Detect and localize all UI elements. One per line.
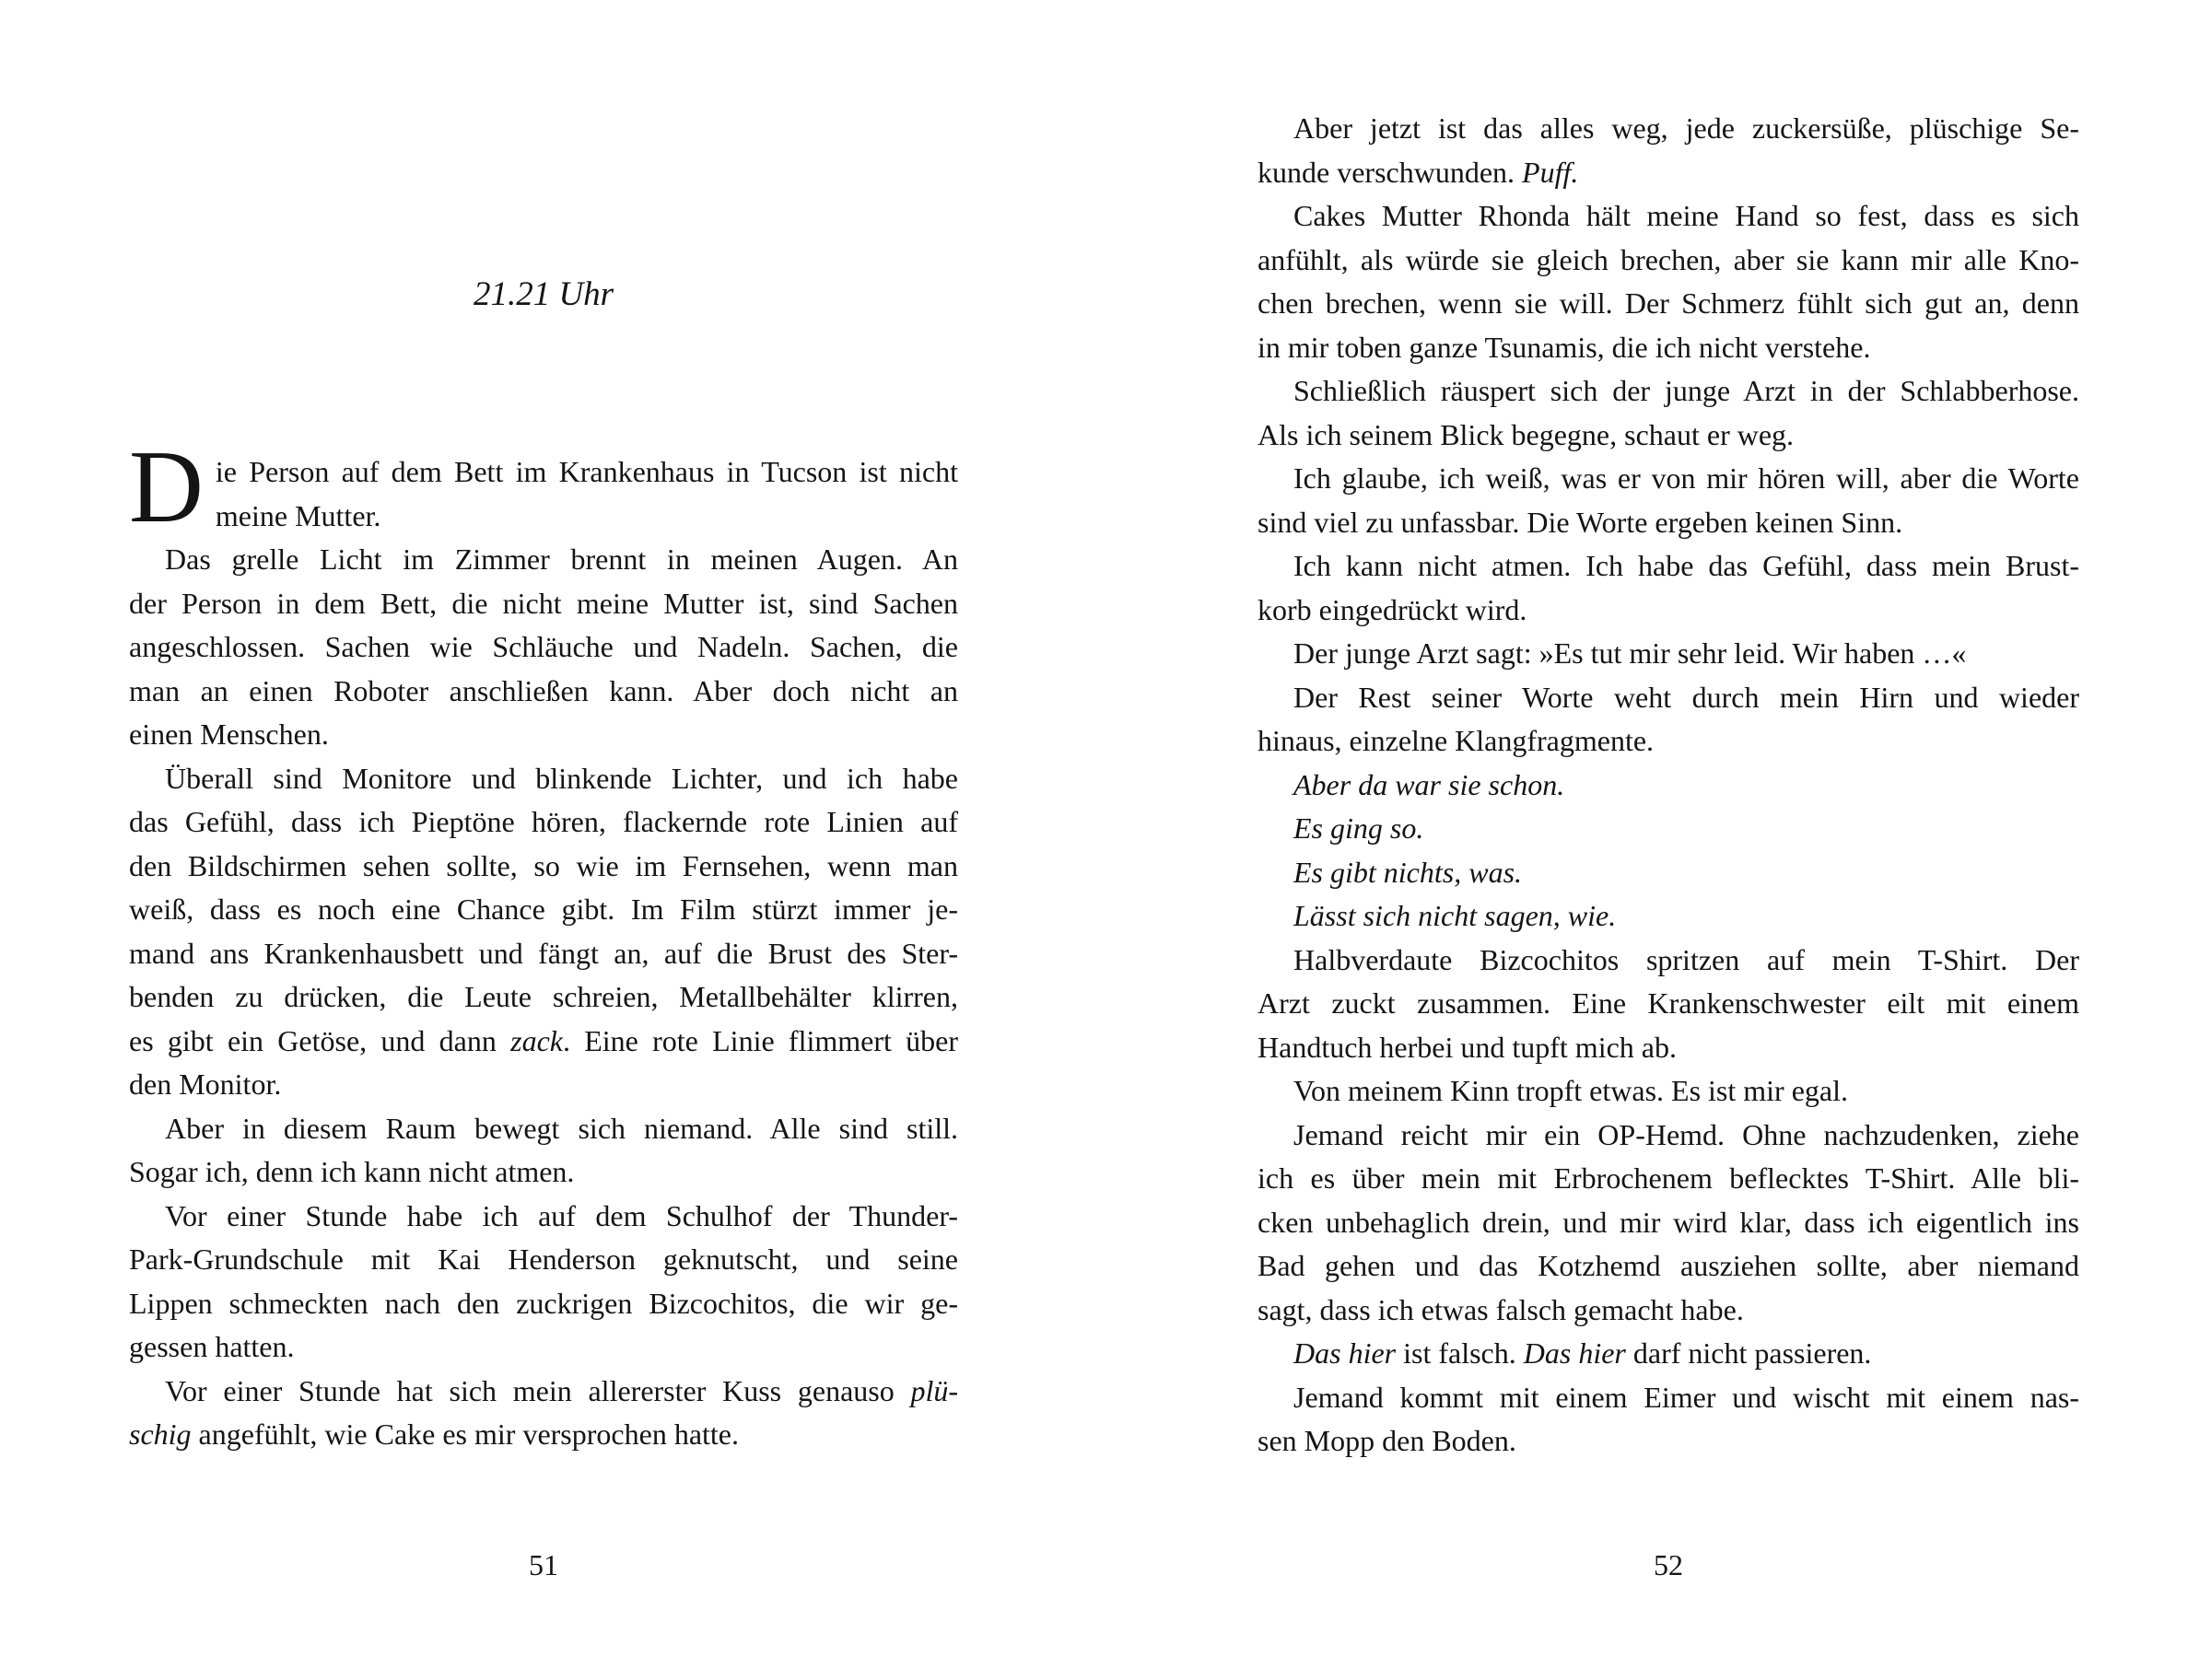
text-line: cken unbehaglich drein, und mir wird klar, dass ich eigentlich ins [1258,1205,2079,1239]
text-line: hinaus, einzelne Klangfragmente. [1258,724,1655,757]
text-line: schig angefühlt, wie Cake es mir versprochen hatte. [129,1418,739,1451]
text-line: einen Menschen. [129,718,329,751]
text-line: Jemand kommt mit einem Eimer und wischt mit einem nas- [1293,1380,2079,1414]
text-line: Es gibt nichts, was. [1293,855,1523,889]
text-line: in mir toben ganze Tsunamis, die ich nicht verstehe. [1258,330,1871,364]
text-line: Lässt sich nicht sagen, wie. [1293,899,1617,932]
drop-cap-letter: D [129,430,204,544]
text-line: Aber jetzt ist das alles weg, jede zuckersüße, plüschige Se- [1293,111,2079,145]
text-line: das Gefühl, dass ich Pieptöne hören, flackernde rote Linien auf [129,805,958,838]
text-line: Schließlich räuspert sich der junge Arzt in der Schlabberhose. [1293,374,2079,407]
text-line: korb eingedrückt wird. [1258,592,1527,626]
text-line: der Person in dem Bett, die nicht meine Mutter ist, sind Sachen [129,586,958,620]
text-line: Bad gehen und das Kotzhemd ausziehen sollte, aber niemand [1258,1249,2079,1282]
text-line: Arzt zuckt zusammen. Eine Krankenschwester eilt mit einem [1258,986,2079,1020]
page-left-text [129,430,958,1457]
text-line: meine Mutter. [215,498,381,532]
text-line: Cakes Mutter Rhonda hält meine Hand so fest, dass es sich [1293,199,2079,232]
text-line: sagt, dass ich etwas falsch gemacht habe. [1258,1292,1744,1326]
text-line: Ich glaube, ich weiß, was er von mir hören will, aber die Worte [1293,461,2079,495]
text-line: Das grelle Licht im Zimmer brennt in meinen Augen. An [165,542,958,576]
text-line: ie Person auf dem Bett im Krankenhaus in Tucson ist nicht [215,455,958,488]
text-line: Jemand reicht mir ein OP-Hemd. Ohne nachzudenken, ziehe [1293,1117,2079,1151]
text-line: angeschlossen. Sachen wie Schläuche und Nadeln. Sachen, die [129,630,958,663]
text-line: Park-Grundschule mit Kai Henderson geknutscht, und seine [129,1242,958,1276]
text-line: kunde verschwunden. Puff. [1258,155,1579,189]
text-line: benden zu drücken, die Leute schreien, Metallbehälter klirren, [129,980,958,1013]
text-line: gessen hatten. [129,1330,295,1363]
text-line: man an einen Roboter anschließen kann. Aber doch nicht an [129,673,958,707]
text-line: Lippen schmeckten nach den zuckrigen Bizcochitos, die wir ge- [129,1286,958,1320]
text-line: sen Mopp den Boden. [1258,1424,1516,1457]
chapter-time-heading: 21.21 Uhr [473,275,614,313]
text-line: es gibt ein Getöse, und dann zack. Eine rote Linie flimmert über [129,1023,958,1057]
text-line: Von meinem Kinn tropft etwas. Es ist mir egal. [1293,1074,1848,1107]
text-line: anfühlt, als würde sie gleich brechen, aber sie kann mir alle Kno- [1258,242,2079,276]
text-line: Das hier ist falsch. Das hier darf nicht passieren. [1293,1336,1872,1370]
page-right-text [1258,107,2079,1464]
text-line: Der junge Arzt sagt: »Es tut mir sehr leid. Wir haben …« [1293,636,1967,670]
text-line: Ich kann nicht atmen. Ich habe das Gefühl, dass mein Brust- [1293,549,2079,582]
text-line: Halbverdaute Bizcochitos spritzen auf mein T-Shirt. Der [1293,942,2079,976]
text-line: Aber da war sie schon. [1293,767,1565,801]
page-number-right: 52 [1654,1548,1683,1581]
text-line: Als ich seinem Blick begegne, schaut er weg. [1258,417,1795,451]
text-line: Der Rest seiner Worte weht durch mein Hirn und wieder [1293,680,2079,714]
text-line: Vor einer Stunde hat sich mein allererster Kuss genauso plü- [165,1373,958,1407]
text-line: Überall sind Monitore und blinkende Lichter, und ich habe [165,761,958,795]
text-line: den Monitor. [129,1068,282,1101]
text-line: Sogar ich, denn ich kann nicht atmen. [129,1155,575,1188]
text-line: Vor einer Stunde habe ich auf dem Schulhof der Thunder- [165,1198,958,1232]
text-line: ich es über mein mit Erbrochenem beflecktes T-Shirt. Alle bli- [1258,1161,2079,1195]
text-line: Es ging so. [1293,811,1424,845]
text-line: sind viel zu unfassbar. Die Worte ergeben keinen Sinn. [1258,505,1903,539]
text-line: Aber in diesem Raum bewegt sich niemand. Alle sind still. [165,1111,958,1145]
text-line: mand ans Krankenhausbett und fängt an, auf die Brust des Ster- [129,936,958,970]
text-line: Handtuch herbei und tupft mich ab. [1258,1030,1677,1064]
text-line: den Bildschirmen sehen sollte, so wie im Fernsehen, wenn man [129,848,958,882]
text-line: chen brechen, wenn sie will. Der Schmerz fühlt sich gut an, denn [1258,286,2079,320]
text-line: weiß, dass es noch eine Chance gibt. Im Film stürzt immer je- [129,892,958,926]
page-number-left: 51 [529,1548,558,1581]
